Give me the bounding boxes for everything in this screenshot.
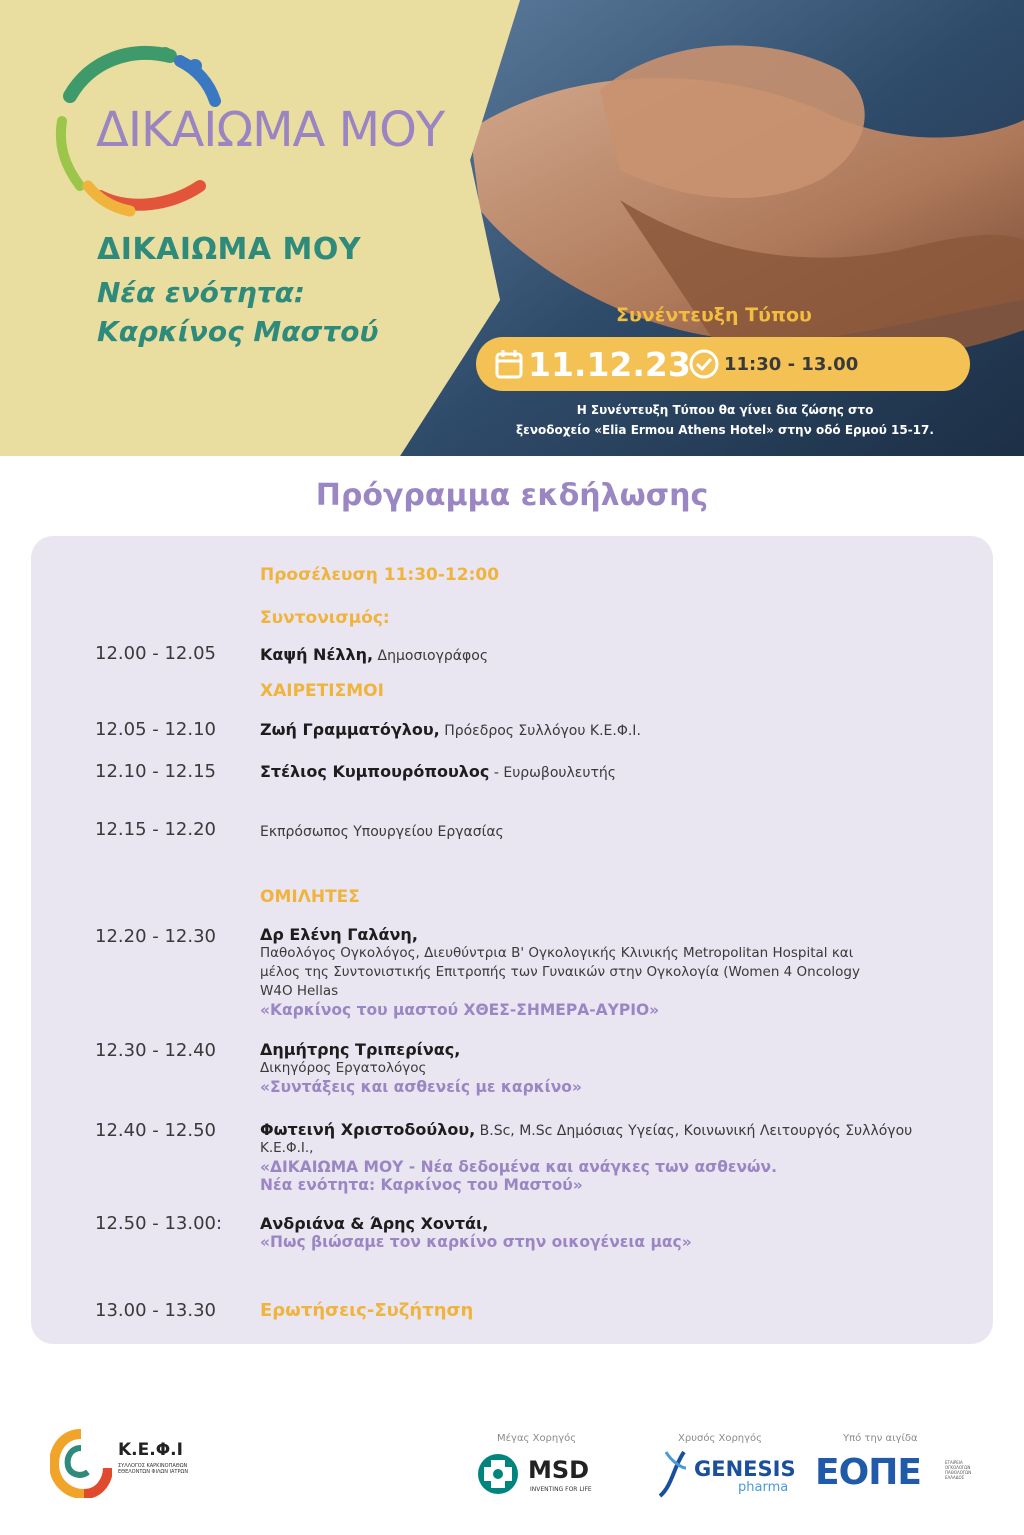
kefi-logo-subtitle: ΣΥΛΛΟΓΟΣ ΚΑΡΚΙΝΟΠΑΘΩΝ ΕΘΕΛΟΝΤΩΝ ΦΙΛΩΝ ΙΑΤΡΩΝ <box>118 1463 189 1475</box>
kefi-logo-text: Κ.Ε.Φ.Ι <box>118 1440 183 1460</box>
speaker-name: Φωτεινή Χριστοδούλου, <box>260 1120 476 1139</box>
venue-line-2: ξενοδοχείο «Elia Ermou Athens Hotel» στην οδό Ερμού 15-17. <box>516 423 934 437</box>
genesis-logo-subtitle: pharma <box>738 1480 789 1495</box>
talk-topic: «ΔΙΚΑΙΩΜΑ ΜΟΥ - Νέα δεδομένα και ανάγκες των ασθενών. <box>260 1158 777 1176</box>
msd-logo-icon <box>476 1452 520 1496</box>
event-time <box>688 345 858 383</box>
speaker-description: W4O Hellas <box>260 983 339 999</box>
time-slot: 12.30 - 12.40 <box>95 1040 216 1061</box>
time-slot: 12.05 - 12.10 <box>95 719 216 740</box>
date-time-pill <box>476 337 970 391</box>
speaker-description: Κ.Ε.Φ.Ι., <box>260 1140 314 1156</box>
date-text: 11.12.23 <box>528 344 691 384</box>
time-slot: 12.00 - 12.05 <box>95 643 216 664</box>
program-item <box>260 925 970 1019</box>
brand-logo-text: ΔΙΚΑΙΩΜΑ ΜΟΥ <box>96 102 445 158</box>
event-header <box>0 0 1024 456</box>
speaker-name: Καψή Νέλλη, <box>260 645 374 664</box>
speaker-name: Δημήτρης Τριπερίνας, <box>260 1040 461 1059</box>
speaker-role: - Ευρωβουλευτής <box>489 765 616 781</box>
venue-line-1: Η Συνέντευξη Τύπου θα γίνει δια ζώσης στο <box>576 403 874 417</box>
event-subtitle-line2: Καρκίνος Μαστού <box>97 315 379 348</box>
program-title: Πρόγραμμα εκδήλωσης <box>315 478 709 513</box>
talk-topic: «Συντάξεις και ασθενείς με καρκίνο» <box>260 1078 582 1096</box>
speaker-name: Στέλιος Κυμπουρόπουλος <box>260 762 490 781</box>
msd-tagline: INVENTING FOR LIFE <box>530 1486 592 1493</box>
eope-logo-text: ΕΟΠΕ <box>815 1452 921 1493</box>
time-slot: 12.40 - 12.50 <box>95 1120 216 1141</box>
speaker-description: Δικηγόρος Εργατολόγος <box>260 1060 427 1076</box>
clock-check-icon <box>688 348 720 380</box>
gold-sponsor-label: Χρυσός Χορηγός <box>678 1433 763 1444</box>
coordination-label: Συντονισμός: <box>260 608 390 628</box>
time-slot: 13.00 - 13.30 <box>95 1300 216 1321</box>
speaker-description: μέλος της Συντονιστικής Επιτροπής των Γυναικών στην Ογκολογία (Women 4 Oncology <box>260 964 860 980</box>
program-item <box>260 1120 970 1194</box>
closing-discussion: Ερωτήσεις-Συζήτηση <box>260 1300 474 1321</box>
major-sponsor-label: Μέγας Χορηγός <box>497 1433 577 1444</box>
speaker-name: Ζωή Γραμματόγλου, <box>260 720 440 739</box>
event-title: ΔΙΚΑΙΩΜΑ ΜΟΥ <box>97 232 362 267</box>
speaker-role: B.Sc, M.Sc Δημόσιας Υγείας, Κοινωνική Λειτουργός Συλλόγου <box>475 1123 913 1139</box>
arrival-label: Προσέλευση 11:30-12:00 <box>260 565 500 585</box>
speaker-role: Δημοσιογράφος <box>373 648 489 664</box>
genesis-logo-text: GENESIS <box>694 1457 796 1481</box>
time-slot: 12.50 - 13.00: <box>95 1213 223 1234</box>
kefi-logo-icon <box>50 1428 112 1498</box>
time-slot: 12.15 - 12.20 <box>95 819 216 840</box>
speaker-role: Εκπρόσωπος Υπουργείου Εργασίας <box>260 824 504 840</box>
time-text: 11:30 - 13.00 <box>724 353 859 375</box>
greetings-heading: ΧΑΙΡΕΤΙΣΜΟΙ <box>260 681 384 701</box>
genesis-logo-icon <box>652 1446 692 1502</box>
program-item <box>260 762 970 781</box>
program-item <box>260 1214 970 1251</box>
talk-topic: «Πως βιώσαμε τον καρκίνο στην οικογένεια μας» <box>260 1233 692 1251</box>
speaker-role: Πρόεδρος Συλλόγου Κ.Ε.Φ.Ι. <box>439 723 641 739</box>
press-conference-label: Συνέντευξη Τύπου <box>616 304 812 326</box>
program-item <box>260 821 970 840</box>
speaker-description: Παθολόγος Ογκολόγος, Διευθύντρια Β' Ογκολογικής Κλινικής Metropolitan Hospital και <box>260 945 854 961</box>
msd-logo-text: MSD <box>528 1456 590 1484</box>
event-date <box>494 345 691 383</box>
time-slot: 12.10 - 12.15 <box>95 761 216 782</box>
program-item <box>260 645 970 664</box>
eope-logo-subtitle: ΕΤΑΙΡΕΙΑ ΟΓΚΟΛΟΓΩΝ ΠΑΘΟΛΟΓΩΝ ΕΛΛΑΔΟΣ <box>945 1460 972 1480</box>
program-item <box>260 720 970 739</box>
speakers-heading: ΟΜΙΛΗΤΕΣ <box>260 887 360 907</box>
speaker-name: Δρ Ελένη Γαλάνη, <box>260 925 418 944</box>
talk-topic-line2: Νέα ενότητα: Καρκίνος του Μαστού» <box>260 1176 583 1194</box>
speaker-name: Ανδριάνα & Άρης Χοντάι, <box>260 1214 489 1233</box>
event-subtitle-line1: Νέα ενότητα: <box>97 276 306 309</box>
talk-topic: «Καρκίνος του μαστού ΧΘΕΣ-ΣΗΜΕΡΑ-ΑΥΡΙΟ» <box>260 1001 660 1019</box>
auspices-label: Υπό την αιγίδα <box>843 1433 918 1444</box>
program-item <box>260 1040 970 1096</box>
time-slot: 12.20 - 12.30 <box>95 926 216 947</box>
calendar-icon <box>494 348 524 380</box>
